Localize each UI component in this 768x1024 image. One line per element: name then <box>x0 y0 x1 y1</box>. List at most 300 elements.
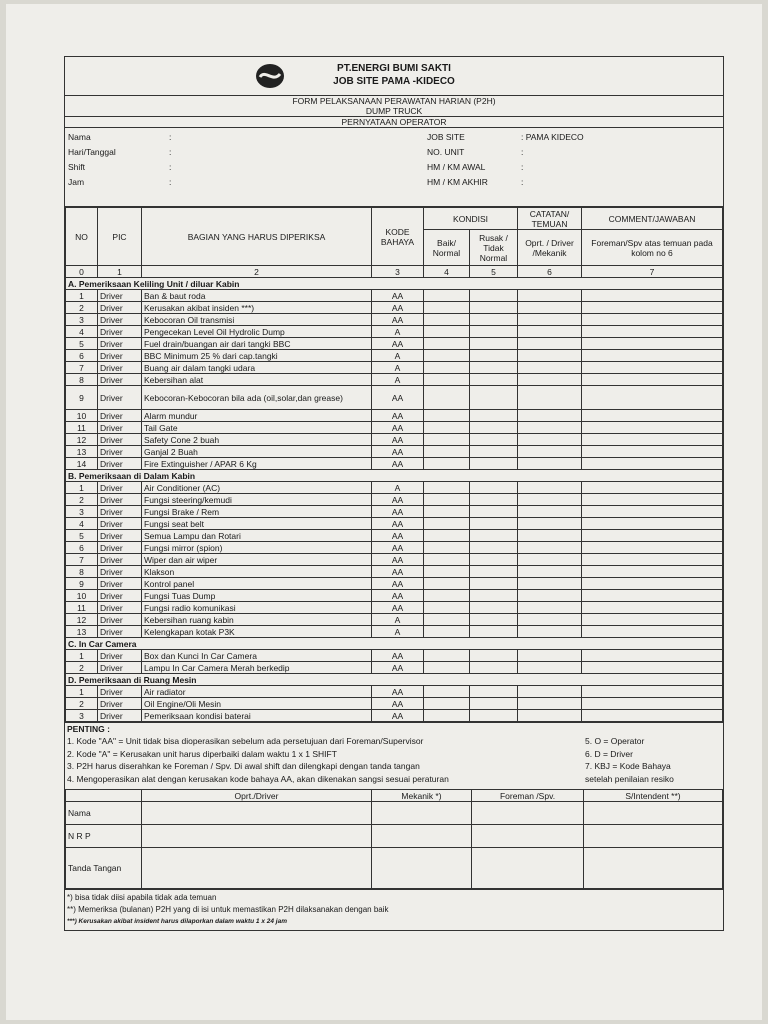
sig-col-driver: Oprt./Driver <box>142 790 372 802</box>
sig-cell[interactable] <box>584 802 723 825</box>
sig-cell[interactable] <box>472 825 584 848</box>
row-item: Fungsi Brake / Rem <box>142 506 372 518</box>
table-row <box>66 698 723 710</box>
form-title: FORM PELAKSANAAN PERAWATAN HARIAN (P2H) <box>292 96 496 106</box>
company-name: PT.ENERGI BUMI SAKTI <box>337 63 451 74</box>
col-number-row <box>66 266 723 278</box>
footnote: **) Memeriksa (bulanan) P2H yang di isi untuk memastikan P2H dilaksanakan dengan baik <box>67 905 389 914</box>
row-item: Air radiator <box>142 686 372 698</box>
info-field[interactable]: : <box>169 132 172 142</box>
check-baik[interactable] <box>424 662 470 674</box>
check-rusak[interactable] <box>470 302 518 314</box>
check-baik[interactable] <box>424 626 470 638</box>
table-row <box>66 686 723 698</box>
section-title: B. Pemeriksaan di Dalam Kabin <box>66 470 723 482</box>
col-part: BAGIAN YANG HARUS DIPERIKSA <box>142 208 372 266</box>
row-kode: AA <box>372 494 424 506</box>
unit-type: DUMP TRUCK <box>365 106 423 116</box>
table-row <box>66 650 723 662</box>
table-row <box>66 338 723 350</box>
row-pic: Driver <box>98 554 142 566</box>
row-kode: AA <box>372 578 424 590</box>
note-cell[interactable] <box>518 662 582 674</box>
section-row <box>66 638 723 650</box>
check-rusak[interactable] <box>470 698 518 710</box>
note-cell[interactable] <box>518 374 582 386</box>
comment-cell[interactable] <box>582 662 723 674</box>
row-no: 12 <box>66 614 98 626</box>
row-pic: Driver <box>98 290 142 302</box>
check-rusak[interactable] <box>470 338 518 350</box>
check-baik[interactable] <box>424 710 470 722</box>
comment-cell[interactable] <box>582 506 723 518</box>
col-number: 5 <box>470 266 518 278</box>
paper <box>6 4 762 1020</box>
info-field[interactable]: : <box>169 162 172 172</box>
check-baik[interactable] <box>424 410 470 422</box>
note-cell[interactable] <box>518 614 582 626</box>
table-row <box>66 602 723 614</box>
footnote: *) bisa tidak diisi apabila tidak ada temuan <box>67 893 217 902</box>
signature-table <box>65 789 723 889</box>
comment-cell[interactable] <box>582 590 723 602</box>
row-item: Fungsi radio komunikasi <box>142 602 372 614</box>
check-rusak[interactable] <box>470 290 518 302</box>
check-baik[interactable] <box>424 554 470 566</box>
note-cell[interactable] <box>518 650 582 662</box>
check-rusak[interactable] <box>470 482 518 494</box>
check-rusak[interactable] <box>470 422 518 434</box>
row-kode: A <box>372 350 424 362</box>
row-no: 1 <box>66 650 98 662</box>
info-field[interactable]: : <box>521 177 524 187</box>
row-kode: A <box>372 626 424 638</box>
row-no: 3 <box>66 506 98 518</box>
row-pic: Driver <box>98 542 142 554</box>
section-row <box>66 278 723 290</box>
check-rusak[interactable] <box>470 518 518 530</box>
row-kode: AA <box>372 710 424 722</box>
comment-cell[interactable] <box>582 710 723 722</box>
row-no: 1 <box>66 686 98 698</box>
row-kode: AA <box>372 506 424 518</box>
row-no: 10 <box>66 590 98 602</box>
row-no: 11 <box>66 422 98 434</box>
check-rusak[interactable] <box>470 602 518 614</box>
table-row <box>66 326 723 338</box>
col-foreman: Foreman/Spv atas temuan pada kolom no 6 <box>582 230 723 266</box>
section-title: C. In Car Camera <box>66 638 723 650</box>
row-pic: Driver <box>98 446 142 458</box>
row-kode: AA <box>372 338 424 350</box>
table-row <box>66 566 723 578</box>
row-item: Safety Cone 2 buah <box>142 434 372 446</box>
checklist-table <box>65 207 723 722</box>
sig-cell[interactable] <box>372 802 472 825</box>
form-title-block <box>65 96 723 117</box>
comment-cell[interactable] <box>582 626 723 638</box>
row-no: 6 <box>66 542 98 554</box>
notes-title: PENTING : <box>67 724 110 734</box>
check-rusak[interactable] <box>470 566 518 578</box>
check-baik[interactable] <box>424 518 470 530</box>
note-cell[interactable] <box>518 446 582 458</box>
sig-cell[interactable] <box>142 802 372 825</box>
check-baik[interactable] <box>424 482 470 494</box>
row-no: 9 <box>66 578 98 590</box>
info-field[interactable]: : <box>521 147 524 157</box>
check-baik[interactable] <box>424 338 470 350</box>
comment-cell[interactable] <box>582 362 723 374</box>
comment-cell[interactable] <box>582 566 723 578</box>
sig-col-foreman: Foreman /Spv. <box>472 790 584 802</box>
check-baik[interactable] <box>424 374 470 386</box>
col-kode: KODE BAHAYA <box>372 208 424 266</box>
note-line: 7. KBJ = Kode Bahaya <box>585 761 671 771</box>
info-label: JOB SITE <box>427 132 465 142</box>
row-item: Kelengkapan kotak P3K <box>142 626 372 638</box>
check-rusak[interactable] <box>470 458 518 470</box>
check-rusak[interactable] <box>470 386 518 410</box>
table-row <box>66 614 723 626</box>
check-baik[interactable] <box>424 578 470 590</box>
table-row <box>66 290 723 302</box>
row-pic: Driver <box>98 434 142 446</box>
note-cell[interactable] <box>518 602 582 614</box>
note-cell[interactable] <box>518 410 582 422</box>
row-pic: Driver <box>98 650 142 662</box>
note-cell[interactable] <box>518 482 582 494</box>
table-row <box>66 374 723 386</box>
row-kode: AA <box>372 302 424 314</box>
table-row <box>66 302 723 314</box>
row-kode: AA <box>372 554 424 566</box>
comment-cell[interactable] <box>582 578 723 590</box>
note-line: 4. Mengoperasikan alat dengan kerusakan kode bahaya AA, akan dikenakan sangsi sesuai peraturan <box>67 773 449 784</box>
col-number: 1 <box>98 266 142 278</box>
note-cell[interactable] <box>518 458 582 470</box>
row-pic: Driver <box>98 386 142 410</box>
comment-cell[interactable] <box>582 290 723 302</box>
note-cell[interactable] <box>518 590 582 602</box>
note-cell[interactable] <box>518 710 582 722</box>
note-cell[interactable] <box>518 434 582 446</box>
row-kode: AA <box>372 602 424 614</box>
note-cell[interactable] <box>518 686 582 698</box>
table-row <box>66 542 723 554</box>
info-label: Nama <box>68 132 91 142</box>
row-no: 8 <box>66 566 98 578</box>
check-rusak[interactable] <box>470 446 518 458</box>
check-baik[interactable] <box>424 602 470 614</box>
table-row <box>66 410 723 422</box>
row-kode: AA <box>372 662 424 674</box>
check-baik[interactable] <box>424 326 470 338</box>
check-baik[interactable] <box>424 302 470 314</box>
check-baik[interactable] <box>424 494 470 506</box>
row-no: 3 <box>66 314 98 326</box>
row-kode: AA <box>372 530 424 542</box>
check-rusak[interactable] <box>470 350 518 362</box>
note-cell[interactable] <box>518 422 582 434</box>
check-baik[interactable] <box>424 542 470 554</box>
row-no: 1 <box>66 290 98 302</box>
check-baik[interactable] <box>424 686 470 698</box>
row-pic: Driver <box>98 326 142 338</box>
comment-cell[interactable] <box>582 686 723 698</box>
row-no: 2 <box>66 302 98 314</box>
row-pic: Driver <box>98 362 142 374</box>
row-kode: AA <box>372 518 424 530</box>
col-number: 4 <box>424 266 470 278</box>
row-kode: AA <box>372 410 424 422</box>
note-cell[interactable] <box>518 362 582 374</box>
info-field[interactable]: : <box>169 147 172 157</box>
note-cell[interactable] <box>518 302 582 314</box>
row-pic: Driver <box>98 494 142 506</box>
table-row <box>66 350 723 362</box>
check-baik[interactable] <box>424 290 470 302</box>
check-baik[interactable] <box>424 314 470 326</box>
check-rusak[interactable] <box>470 506 518 518</box>
note-cell[interactable] <box>518 530 582 542</box>
comment-cell[interactable] <box>582 554 723 566</box>
row-pic: Driver <box>98 626 142 638</box>
sig-cell[interactable] <box>142 848 372 889</box>
info-label: Shift <box>68 162 86 172</box>
row-item: Fungsi seat belt <box>142 518 372 530</box>
row-kode: A <box>372 482 424 494</box>
sig-row-label: Tanda Tangan <box>66 848 142 889</box>
note-cell[interactable] <box>518 494 582 506</box>
row-no: 1 <box>66 482 98 494</box>
sig-cell[interactable] <box>584 848 723 889</box>
note-cell[interactable] <box>518 518 582 530</box>
note-cell[interactable] <box>518 698 582 710</box>
row-no: 9 <box>66 386 98 410</box>
row-pic: Driver <box>98 302 142 314</box>
comment-cell[interactable] <box>582 350 723 362</box>
sig-cell[interactable] <box>142 825 372 848</box>
note-cell[interactable] <box>518 314 582 326</box>
row-pic: Driver <box>98 662 142 674</box>
check-baik[interactable] <box>424 350 470 362</box>
note-cell[interactable] <box>518 350 582 362</box>
row-kode: AA <box>372 386 424 410</box>
comment-cell[interactable] <box>582 518 723 530</box>
col-number: 3 <box>372 266 424 278</box>
comment-cell[interactable] <box>582 326 723 338</box>
check-baik[interactable] <box>424 650 470 662</box>
info-label: Jam <box>68 177 85 187</box>
comment-cell[interactable] <box>582 410 723 422</box>
col-number: 0 <box>66 266 98 278</box>
check-rusak[interactable] <box>470 494 518 506</box>
check-baik[interactable] <box>424 386 470 410</box>
comment-cell[interactable] <box>582 434 723 446</box>
form-header <box>65 57 723 96</box>
row-item: Lampu In Car Camera Merah berkedip <box>142 662 372 674</box>
check-rusak[interactable] <box>470 530 518 542</box>
table-row <box>66 362 723 374</box>
job-site-title: JOB SITE PAMA -KIDECO <box>333 76 455 87</box>
check-baik[interactable] <box>424 458 470 470</box>
check-rusak[interactable] <box>470 374 518 386</box>
row-kode: AA <box>372 650 424 662</box>
row-pic: Driver <box>98 482 142 494</box>
check-rusak[interactable] <box>470 614 518 626</box>
row-no: 5 <box>66 338 98 350</box>
comment-cell[interactable] <box>582 422 723 434</box>
comment-cell[interactable] <box>582 614 723 626</box>
check-rusak[interactable] <box>470 410 518 422</box>
check-rusak[interactable] <box>470 578 518 590</box>
col-number: 2 <box>142 266 372 278</box>
check-rusak[interactable] <box>470 626 518 638</box>
check-rusak[interactable] <box>470 362 518 374</box>
row-item: Kerusakan akibat insiden ***) <box>142 302 372 314</box>
comment-cell[interactable] <box>582 530 723 542</box>
row-kode: AA <box>372 698 424 710</box>
row-kode: AA <box>372 566 424 578</box>
comment-cell[interactable] <box>582 458 723 470</box>
table-row <box>66 386 723 410</box>
note-line: 2. Kode "A" = Kerusakan unit harus diperbaiki dalam waktu 1 x 1 SHIFT <box>67 748 337 759</box>
note-cell[interactable] <box>518 326 582 338</box>
check-rusak[interactable] <box>470 434 518 446</box>
table-row <box>66 554 723 566</box>
row-pic: Driver <box>98 518 142 530</box>
check-baik[interactable] <box>424 506 470 518</box>
check-baik[interactable] <box>424 698 470 710</box>
row-pic: Driver <box>98 314 142 326</box>
row-item: Kebersihan alat <box>142 374 372 386</box>
sig-cell[interactable] <box>372 848 472 889</box>
note-cell[interactable] <box>518 290 582 302</box>
comment-cell[interactable] <box>582 314 723 326</box>
check-baik[interactable] <box>424 614 470 626</box>
p2h-form <box>64 56 724 931</box>
sig-cell[interactable] <box>584 825 723 848</box>
row-kode: AA <box>372 434 424 446</box>
check-rusak[interactable] <box>470 554 518 566</box>
row-pic: Driver <box>98 602 142 614</box>
comment-cell[interactable] <box>582 374 723 386</box>
col-number: 6 <box>518 266 582 278</box>
row-pic: Driver <box>98 530 142 542</box>
comment-cell[interactable] <box>582 446 723 458</box>
check-baik[interactable] <box>424 422 470 434</box>
comment-cell[interactable] <box>582 698 723 710</box>
row-no: 10 <box>66 410 98 422</box>
note-cell[interactable] <box>518 626 582 638</box>
note-cell[interactable] <box>518 566 582 578</box>
row-item: Kebocoran Oil transmisi <box>142 314 372 326</box>
check-rusak[interactable] <box>470 686 518 698</box>
check-rusak[interactable] <box>470 590 518 602</box>
table-row <box>66 506 723 518</box>
check-rusak[interactable] <box>470 662 518 674</box>
comment-cell[interactable] <box>582 302 723 314</box>
info-field[interactable]: : <box>521 162 524 172</box>
row-item: Buang air dalam tangki udara <box>142 362 372 374</box>
row-no: 8 <box>66 374 98 386</box>
check-baik[interactable] <box>424 446 470 458</box>
row-no: 5 <box>66 530 98 542</box>
row-item: Wiper dan air wiper <box>142 554 372 566</box>
comment-cell[interactable] <box>582 494 723 506</box>
check-baik[interactable] <box>424 590 470 602</box>
check-baik[interactable] <box>424 530 470 542</box>
note-cell[interactable] <box>518 542 582 554</box>
table-row <box>66 530 723 542</box>
sig-cell[interactable] <box>472 802 584 825</box>
table-row <box>66 482 723 494</box>
check-rusak[interactable] <box>470 710 518 722</box>
comment-cell[interactable] <box>582 482 723 494</box>
info-field[interactable]: : PAMA KIDECO <box>521 132 584 142</box>
row-pic: Driver <box>98 374 142 386</box>
row-pic: Driver <box>98 710 142 722</box>
note-line: setelah penilaian resiko <box>585 773 674 784</box>
col-rusak: Rusak / Tidak Normal <box>470 230 518 266</box>
row-item: Kebocoran-Kebocoran bila ada (oil,solar,dan grease) <box>142 386 372 410</box>
comment-cell[interactable] <box>582 542 723 554</box>
check-rusak[interactable] <box>470 650 518 662</box>
comment-cell[interactable] <box>582 650 723 662</box>
sig-cell[interactable] <box>472 848 584 889</box>
table-row <box>66 314 723 326</box>
row-kode: AA <box>372 542 424 554</box>
info-label: Hari/Tanggal <box>68 147 116 157</box>
check-rusak[interactable] <box>470 326 518 338</box>
note-line: 5. O = Operator <box>585 736 645 746</box>
note-cell[interactable] <box>518 506 582 518</box>
row-no: 4 <box>66 326 98 338</box>
row-kode: A <box>372 374 424 386</box>
info-field[interactable]: : <box>169 177 172 187</box>
check-rusak[interactable] <box>470 314 518 326</box>
note-cell[interactable] <box>518 386 582 410</box>
info-label: HM / KM AWAL <box>427 162 486 172</box>
row-no: 12 <box>66 434 98 446</box>
row-item: Pengecekan Level Oil Hydrolic Dump <box>142 326 372 338</box>
note-cell[interactable] <box>518 554 582 566</box>
check-baik[interactable] <box>424 434 470 446</box>
check-rusak[interactable] <box>470 542 518 554</box>
note-cell[interactable] <box>518 338 582 350</box>
row-item: Fire Extinguisher / APAR 6 Kg <box>142 458 372 470</box>
comment-cell[interactable] <box>582 602 723 614</box>
note-cell[interactable] <box>518 578 582 590</box>
row-item: Ban & baut roda <box>142 290 372 302</box>
comment-cell[interactable] <box>582 386 723 410</box>
row-no: 3 <box>66 710 98 722</box>
sig-col-intendent: S/Intendent **) <box>584 790 723 802</box>
row-pic: Driver <box>98 338 142 350</box>
row-pic: Driver <box>98 458 142 470</box>
sig-cell[interactable] <box>372 825 472 848</box>
row-item: Ganjal 2 Buah <box>142 446 372 458</box>
table-row <box>66 710 723 722</box>
comment-cell[interactable] <box>582 338 723 350</box>
row-pic: Driver <box>98 566 142 578</box>
check-baik[interactable] <box>424 566 470 578</box>
row-no: 14 <box>66 458 98 470</box>
table-row <box>66 662 723 674</box>
row-kode: A <box>372 326 424 338</box>
check-baik[interactable] <box>424 362 470 374</box>
